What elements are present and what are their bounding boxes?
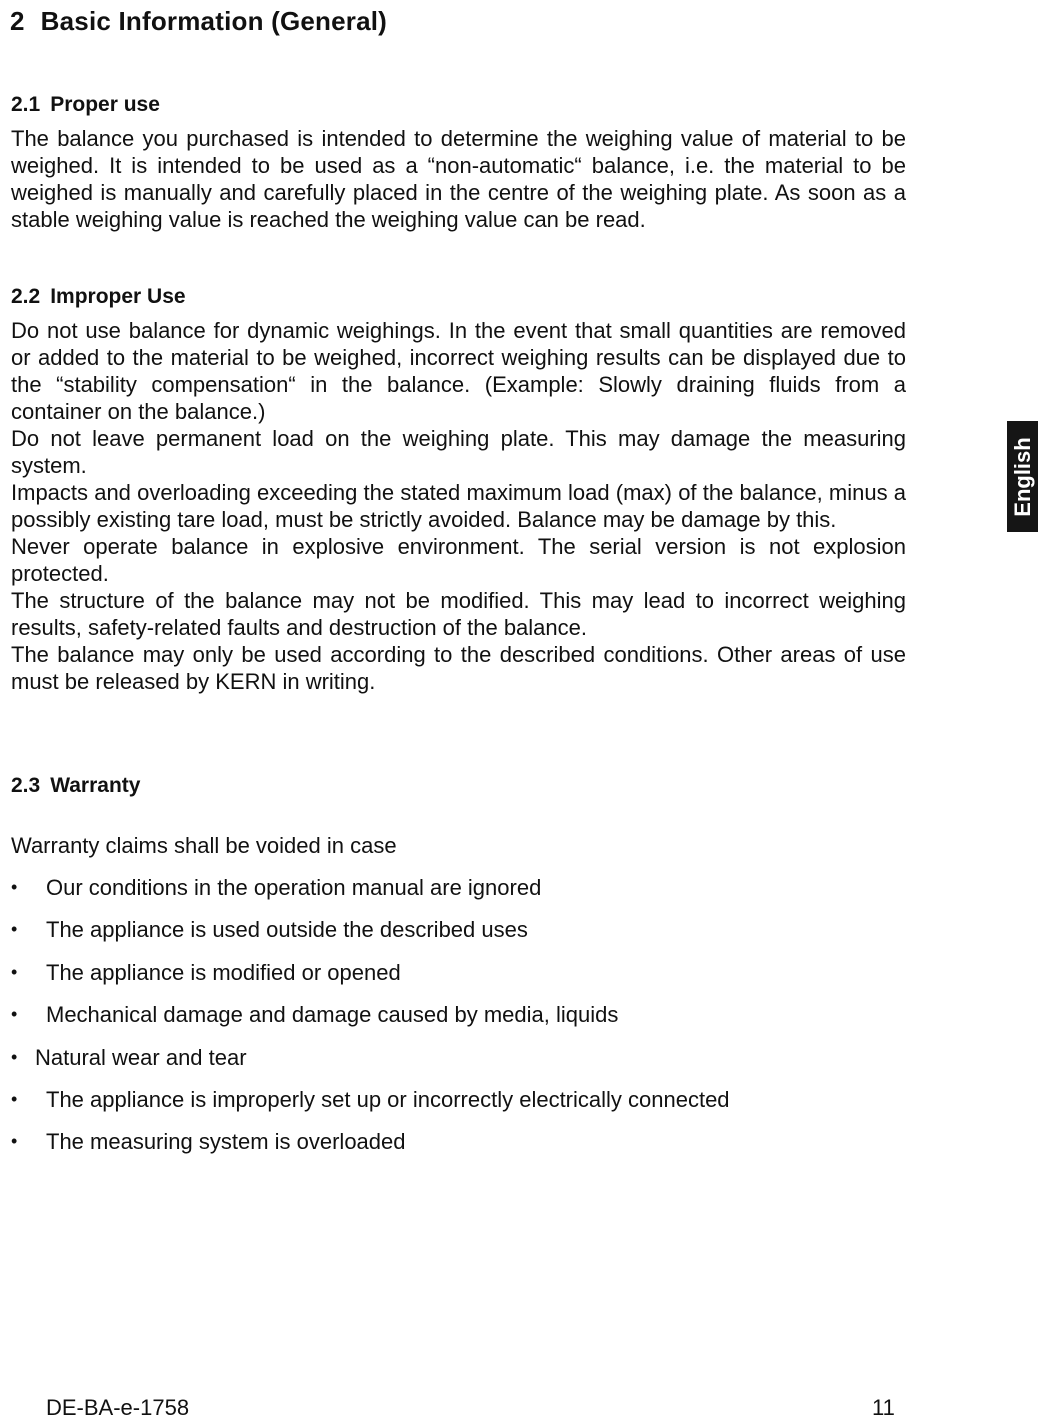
chapter-heading	[10, 6, 387, 37]
bullet: •	[11, 1004, 18, 1025]
bullet: •	[11, 1046, 18, 1067]
list-item-text: Natural wear and tear	[35, 1044, 247, 1070]
section-title: Proper use	[50, 93, 160, 116]
bullet: •	[11, 1088, 18, 1109]
footer-page-number: 11	[872, 1395, 895, 1420]
paragraph: Never operate balance in explosive environment. The serial version is not explosion protected.	[11, 534, 906, 586]
paragraph: The balance may only be used according to the described conditions. Other areas of use must be released by KERN in writing.	[11, 642, 906, 694]
list-item	[11, 874, 730, 916]
chapter-title: Basic Information (General)	[40, 6, 388, 36]
list-item	[11, 916, 730, 958]
warranty-list	[11, 874, 730, 1171]
chapter-number: 2	[10, 6, 25, 36]
list-item	[11, 959, 730, 1001]
bullet: •	[11, 877, 18, 897]
language-side-tab	[1007, 421, 1038, 532]
list-item-text: The measuring system is overloaded	[46, 1129, 406, 1155]
section-title: Warranty	[50, 774, 141, 797]
list-item	[11, 1044, 730, 1086]
improper-use-text	[11, 317, 906, 695]
paragraph: Do not leave permanent load on the weighing plate. This may damage the measuring system.	[11, 426, 906, 478]
paragraph: Do not use balance for dynamic weighings. In the event that small quantities are removed or added to the material to be weighed, incorrect weighing results can be displayed due to the “stability compensation“ in the balance. (Example: Slowly draining fluids from a container on the balance.)	[11, 318, 906, 424]
footer-doc-id: DE-BA-e-1758	[46, 1395, 190, 1420]
list-item-text: The appliance is improperly set up or incorrectly electrically connected	[46, 1086, 730, 1112]
list-item-text: The appliance is used outside the described uses	[46, 917, 528, 943]
section-number: 2.1	[11, 93, 41, 116]
list-item	[11, 1001, 730, 1043]
section-heading-improper-use	[11, 285, 186, 309]
list-item	[11, 1128, 730, 1170]
bullet: •	[11, 1131, 18, 1152]
warranty-intro: Warranty claims shall be voided in case	[11, 833, 397, 858]
proper-use-text	[11, 125, 906, 233]
list-item-text: Our conditions in the operation manual are ignored	[46, 875, 542, 900]
bullet: •	[11, 961, 18, 982]
bullet: •	[11, 919, 18, 940]
section-title: Improper Use	[50, 285, 186, 308]
list-item-text: Mechanical damage and damage caused by media, liquids	[46, 1002, 619, 1028]
section-number: 2.2	[11, 285, 41, 308]
list-item	[11, 1086, 730, 1128]
list-item-text: The appliance is modified or opened	[46, 959, 401, 985]
paragraph: The balance you purchased is intended to determine the weighing value of material to be weighed. It is intended to be used as a “non-automatic“ balance, i.e. the material to be weighed is manually and carefully placed in the centre of the weighing plate. As soon as a stable weighing value is reached the weighing value can be read.	[11, 126, 906, 232]
section-heading-warranty	[11, 774, 140, 798]
paragraph: The structure of the balance may not be modified. This may lead to incorrect weighing results, safety-related faults and destruction of the balance.	[11, 588, 906, 640]
language-tab-label: English	[1009, 436, 1035, 517]
section-number: 2.3	[11, 774, 41, 797]
paragraph: Impacts and overloading exceeding the stated maximum load (max) of the balance, minus a possibly existing tare load, must be strictly avoided. Balance may be damage by this.	[11, 480, 906, 532]
section-heading-proper-use	[11, 93, 160, 117]
